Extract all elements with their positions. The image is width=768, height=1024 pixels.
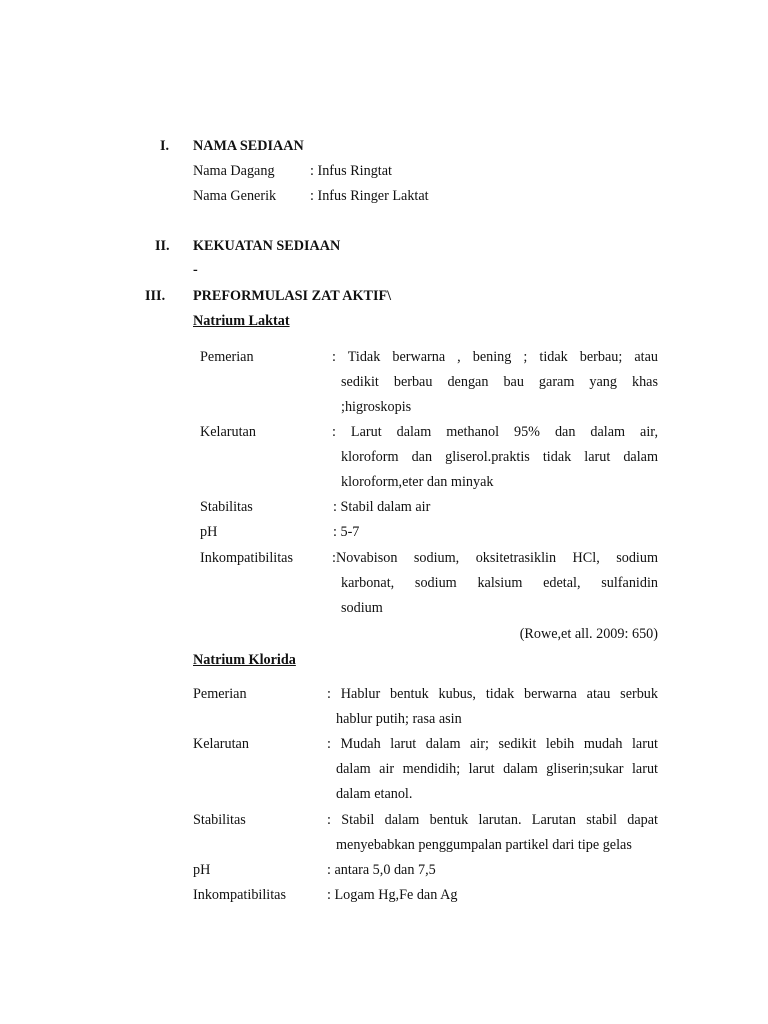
nk-inkompatibilitas-value: : Logam Hg,Fe dan Ag	[327, 887, 458, 903]
nk-stabilitas-line-1: : Stabil dalam bentuk larutan. Larutan stabil dapat	[327, 812, 658, 828]
heading-natrium-klorida: Natrium Klorida	[193, 652, 296, 668]
nl-inkompatibilitas-line-1: :Novabison sodium, oksitetrasiklin HCl, sodium	[332, 550, 658, 566]
section-number-2: II.	[155, 238, 170, 254]
trade-name-value: : Infus Ringtat	[310, 163, 392, 179]
nl-kelarutan-value	[332, 420, 658, 495]
nk-ph-value: : antara 5,0 dan 7,5	[327, 862, 436, 878]
nk-pemerian-line-1: : Hablur bentuk kubus, tidak berwarna atau serbuk	[327, 686, 658, 702]
nk-pemerian-line-2: hablur putih; rasa asin	[336, 711, 462, 727]
nk-pemerian-label: Pemerian	[193, 686, 247, 702]
section-title-nama-sediaan: NAMA SEDIAAN	[193, 138, 304, 154]
nl-ph-value: : 5-7	[333, 524, 360, 540]
nl-inkompatibilitas-label: Inkompatibilitas	[200, 550, 293, 566]
nl-kelarutan-line-3: kloroform,eter dan minyak	[341, 474, 494, 490]
nl-stabilitas-value: : Stabil dalam air	[333, 499, 431, 515]
section-title-kekuatan-sediaan: KEKUATAN SEDIAAN	[193, 238, 341, 254]
section-title-preformulasi: PREFORMULASI ZAT AKTIF\	[193, 288, 392, 304]
nl-kelarutan-line-2: kloroform dan gliserol.praktis tidak larut dalam	[341, 449, 658, 465]
nl-stabilitas-label: Stabilitas	[200, 499, 253, 515]
generic-name-value: : Infus Ringer Laktat	[310, 188, 429, 204]
nl-pemerian-line-3: ;higroskopis	[341, 399, 412, 415]
nl-ph-label: pH	[200, 524, 218, 540]
trade-name-label: Nama Dagang	[193, 163, 275, 179]
nl-kelarutan-label: Kelarutan	[200, 424, 256, 440]
nk-stabilitas-value	[327, 808, 658, 858]
nk-kelarutan-line-3: dalam etanol.	[336, 786, 413, 802]
section-number-3: III.	[145, 288, 166, 304]
strength-value: -	[193, 262, 198, 278]
nk-stabilitas-line-2: menyebabkan penggumpalan partikel dari tipe gelas	[336, 837, 632, 853]
nl-pemerian-line-1: : Tidak berwarna , bening ; tidak berbau; atau	[332, 349, 658, 365]
nl-pemerian-line-2: sedikit berbau dengan bau garam yang khas	[341, 374, 658, 390]
reference-citation: (Rowe,et all. 2009: 650)	[519, 626, 658, 642]
heading-natrium-laktat: Natrium Laktat	[193, 313, 290, 329]
nl-pemerian-label: Pemerian	[200, 349, 254, 365]
nk-pemerian-value	[327, 682, 658, 732]
nk-kelarutan-label: Kelarutan	[193, 736, 249, 752]
nk-kelarutan-value	[327, 732, 658, 807]
nl-inkompatibilitas-value	[332, 546, 658, 621]
section-number-1: I.	[160, 138, 170, 154]
nk-stabilitas-label: Stabilitas	[193, 812, 246, 828]
nk-kelarutan-line-1: : Mudah larut dalam air; sedikit lebih mudah larut	[327, 736, 658, 752]
nl-inkompatibilitas-line-3: sodium	[341, 600, 383, 616]
nl-pemerian-value	[332, 345, 658, 420]
generic-name-label: Nama Generik	[193, 188, 277, 204]
nk-inkompatibilitas-label: Inkompatibilitas	[193, 887, 286, 903]
nl-inkompatibilitas-line-2: karbonat, sodium kalsium edetal, sulfanidin	[341, 575, 658, 591]
nl-kelarutan-line-1: : Larut dalam methanol 95% dan dalam air,	[332, 424, 658, 440]
nk-kelarutan-line-2: dalam air mendidih; larut dalam gliserin;sukar larut	[336, 761, 658, 777]
nk-ph-label: pH	[193, 862, 211, 878]
